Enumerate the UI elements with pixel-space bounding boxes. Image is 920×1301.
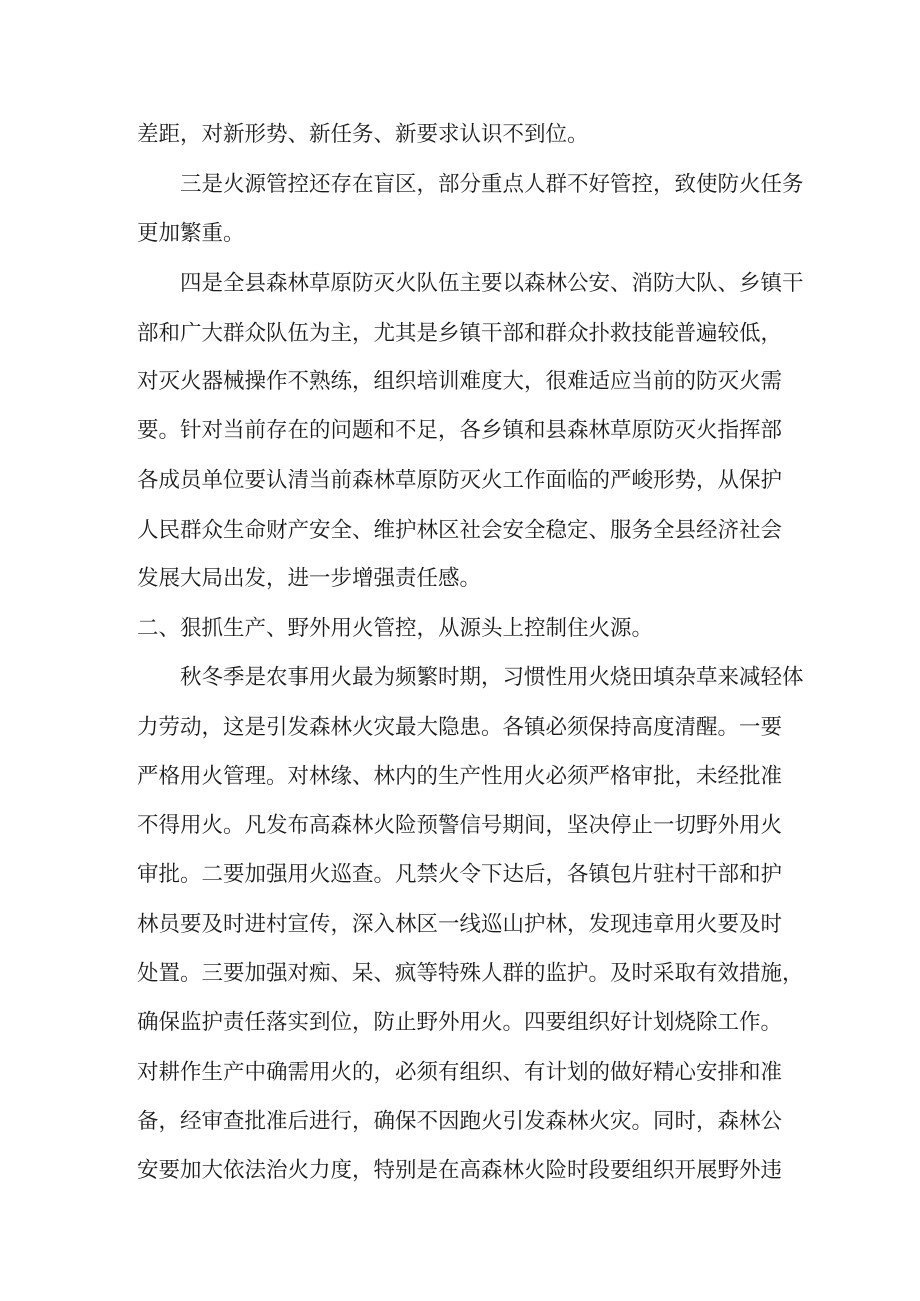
text-line: 对耕作生产中确需用火的，必须有组织、有计划的做好精心安排和准 <box>137 1060 783 1085</box>
text-line: 三是火源管控还存在盲区，部分重点人群不好管控，致使防火任务 <box>180 172 804 197</box>
text-line: 四是全县森林草原防灭火队伍主要以森林公安、消防大队、乡镇干 <box>180 271 804 296</box>
text-line: 安要加大依法治火力度，特别是在高森林火险时段要组织开展野外违 <box>137 1158 783 1183</box>
text-line: 备，经审查批准后进行，确保不因跑火引发森林火灾。同时，森林公 <box>137 1109 783 1134</box>
text-line: 审批。二要加强用火巡查。凡禁火令下达后，各镇包片驻村干部和护 <box>137 862 783 887</box>
text-line: 林员要及时进村宣传，深入林区一线巡山护林，发现违章用火要及时 <box>137 912 783 937</box>
text-line: 确保监护责任落实到位，防止野外用火。四要组织好计划烧除工作。 <box>137 1010 783 1035</box>
section-heading: 二、狠抓生产、野外用火管控，从源头上控制住火源。 <box>137 616 654 641</box>
text-line: 严格用火管理。对林缘、林内的生产性用火必须严格审批，未经批准 <box>137 764 783 789</box>
text-line: 不得用火。凡发布高森林火险预警信号期间，坚决停止一切野外用火 <box>137 813 783 838</box>
text-line: 人民群众生命财产安全、维护林区社会安全稳定、服务全县经济社会 <box>137 518 783 543</box>
text-line: 对灭火器械操作不熟练，组织培训难度大，很难适应当前的防灭火需 <box>137 369 783 394</box>
text-line: 部和广大群众队伍为主，尤其是乡镇干部和群众扑救技能普遍较低， <box>137 321 783 346</box>
text-line: 要。针对当前存在的问题和不足，各乡镇和县森林草原防灭火指挥部 <box>137 418 783 443</box>
text-line: 处置。三要加强对痴、呆、疯等特殊人群的监护。及时采取有效措施， <box>137 961 804 986</box>
text-line: 各成员单位要认清当前森林草原防灭火工作面临的严峻形势，从保护 <box>137 468 783 493</box>
text-line: 更加繁重。 <box>137 221 245 246</box>
text-line: 秋冬季是农事用火最为频繁时期，习惯性用火烧田填杂草来减轻体 <box>180 665 804 690</box>
text-line: 发展大局出发，进一步增强责任感。 <box>137 566 482 591</box>
text-line: 差距，对新形势、新任务、新要求认识不到位。 <box>137 122 589 147</box>
text-line: 力劳动，这是引发森林火灾最大隐患。各镇必须保持高度清醒。一要 <box>137 715 783 740</box>
